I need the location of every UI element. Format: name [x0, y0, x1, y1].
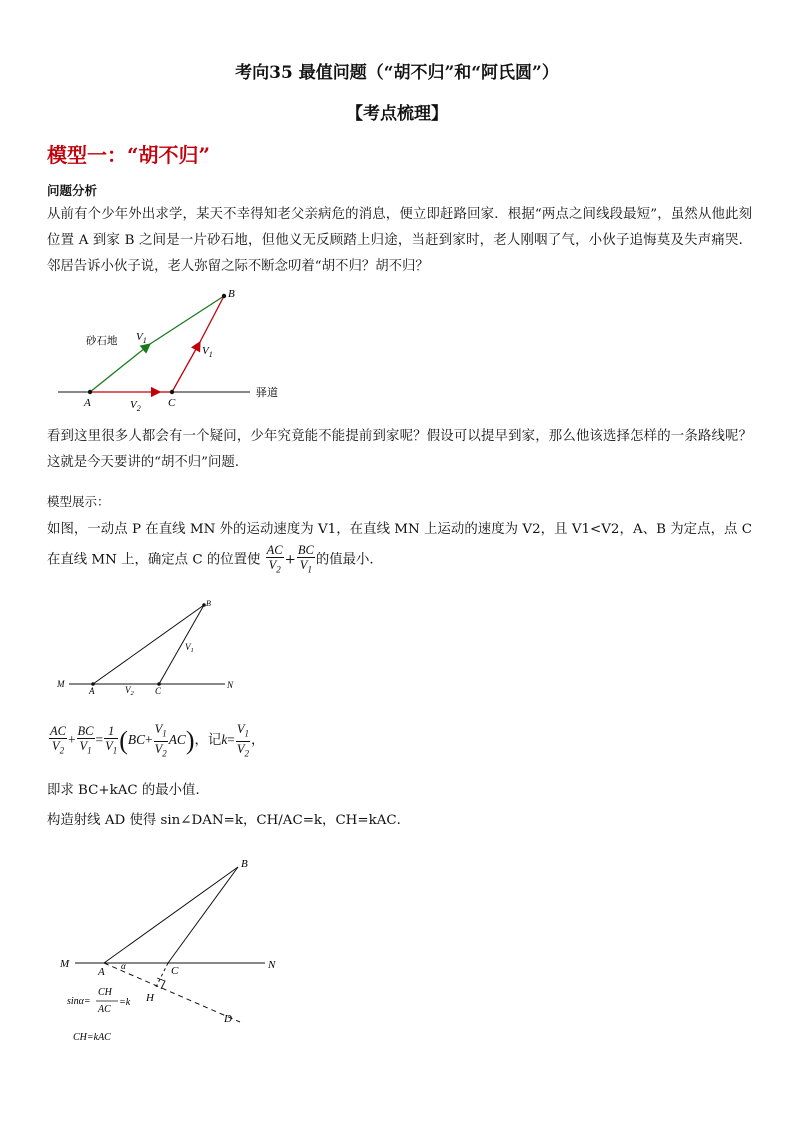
figure-mn-diagram — [55, 595, 245, 700]
svg-text:A: A — [89, 686, 95, 696]
document-title: 考向35 最值问题（“胡不归”和“阿氏圆”） — [235, 63, 559, 83]
problem-label: 问题分析 — [47, 183, 98, 198]
svg-text:CH=kAC: CH=kAC — [73, 1032, 111, 1043]
svg-text:V2: $V_2$ — [130, 399, 141, 413]
svg-text:C: C — [155, 686, 162, 696]
section-heading: 【考点梳理】 — [346, 104, 448, 124]
svg-text:V2: $V_2$ — [125, 685, 134, 697]
svg-text:D: D — [224, 1013, 232, 1025]
svg-text:N: N — [227, 680, 234, 690]
svg-text:AC: AC — [98, 1004, 111, 1015]
svg-text:砂石地: 砂石地 — [86, 336, 118, 347]
svg-text:M: M — [60, 958, 70, 970]
story-paragraph-2: 看到这里很多人都会有一个疑问，少年究竟能不能提前到家呢？假设可以提早到家，那么他该选择怎样的一条路线呢？这就是今天要讲的“胡不归”问题. — [47, 429, 752, 470]
svg-text:N: N — [268, 959, 276, 971]
svg-text:CH: CH — [98, 987, 112, 998]
svg-text:A: A — [98, 966, 105, 978]
svg-text:C: C — [168, 397, 176, 409]
construct-line: 构造射线 AD 使得 sin∠DAN=k，CH/AC=k，CH=kAC． — [47, 813, 411, 828]
svg-text:V1: $V_1$ — [202, 345, 213, 359]
formula-line: $\frac{AC}{V_2}$ + $\frac{BC}{V_1}$ = $\frac{1}{V_1}$ (BC+ $\frac{V_1}{V_2}$ AC)，记k= $\frac{V_1}{V_2}$ ， — [50, 722, 265, 758]
svg-text:V1: $V_1$ — [136, 331, 147, 345]
svg-text:驿道: 驿道 — [256, 387, 278, 399]
model-label: 模型展示： — [47, 494, 110, 509]
svg-text:B: B — [228, 288, 235, 300]
svg-text:B: B — [206, 599, 211, 608]
model-heading: 模型一：“胡不归” — [47, 143, 211, 167]
svg-text:α: α — [121, 961, 126, 971]
svg-text:M: M — [57, 679, 65, 689]
seek-line: 即求 BC+kAC 的最小值． — [47, 783, 209, 798]
model-paragraph: 如图，一动点 P 在直线 MN 外的运动速度为 V1，在直线 MN 上运动的速度为 V2，且 V1<V2，A、B 为定点，点 C 在直线 MN 上，确定点 C 的位置使 $\frac{AC}{V_2}$ + $\frac{BC}{V_1}$ 的值最小． — [47, 522, 752, 575]
svg-text:V1: $V_1$ — [185, 642, 194, 654]
svg-text:sinα=: sinα= — [67, 996, 91, 1007]
svg-text:B: B — [241, 858, 248, 870]
svg-text:=k: =k — [119, 997, 131, 1008]
svg-text:H: H — [146, 992, 154, 1004]
figure-road-diagram — [50, 282, 320, 417]
svg-text:A: A — [84, 397, 91, 409]
figure-construction — [55, 850, 295, 1050]
svg-text:C: C — [171, 965, 179, 977]
story-paragraph-1: 从前有个少年外出求学，某天不幸得知老父亲病危的消息，便立即赶路回家．根据“两点之间线段最短”，虽然从他此刻位置 A 到家 B 之间是一片砂石地，但他义无反顾踏上归途，当赶到家时，老人刚咽了气，小伙子追悔莫及失声痛哭．邻居告诉小伙子说，老人弥留之际不断念叨着“胡不归？胡不归？ — [47, 207, 752, 274]
